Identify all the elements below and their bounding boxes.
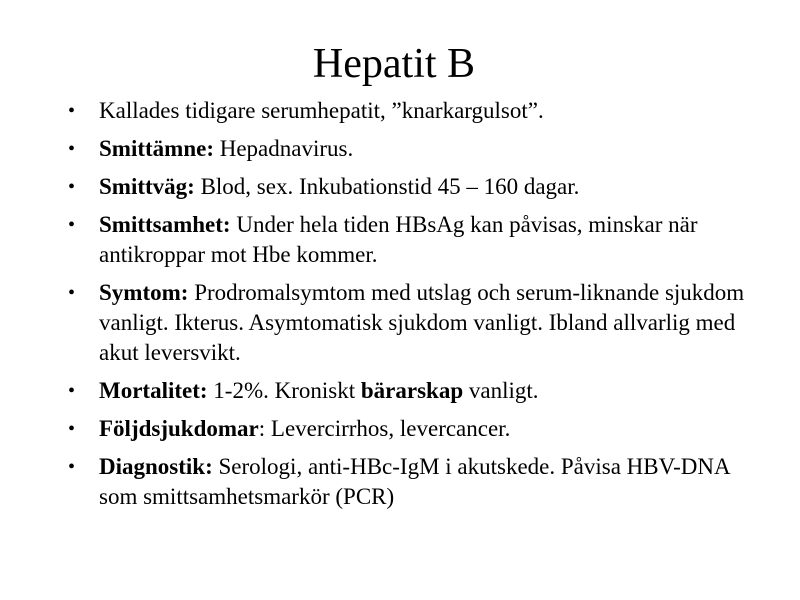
bullet-icon: •: [68, 176, 76, 198]
bullet-icon: •: [68, 282, 76, 304]
bullet-icon: •: [68, 418, 76, 440]
bullet-list: [68, 96, 768, 520]
bullet-label: Diagnostik:: [99, 454, 213, 479]
bullet-icon: •: [68, 380, 76, 402]
bullet-icon: •: [68, 100, 76, 122]
bullet-label: Smittsamhet:: [99, 212, 231, 237]
bullet-item-transmission: [68, 172, 768, 202]
bullet-item-contagiousness: [68, 210, 768, 270]
bullet-text: Under hela tiden HBsAg kan påvisas, minskar när antikroppar mot Hbe kommer.: [99, 212, 698, 267]
bullet-text: Prodromalsymtom med utslag och serum-liknande sjukdom vanligt. Ikterus. Asymtomatisk sjukdom vanligt. Ibland allvarlig med akut leversvikt.: [99, 280, 745, 365]
bullet-text: Hepadnavirus.: [213, 136, 354, 161]
bullet-icon: •: [68, 214, 76, 236]
bullet-item-diagnostics: [68, 452, 768, 512]
bullet-text: : Levercirrhos, levercancer.: [258, 416, 511, 441]
bullet-icon: •: [68, 456, 76, 478]
bullet-item-history: [68, 96, 768, 126]
slide-title: Hepatit B: [312, 41, 476, 87]
bullet-label: Följdsjukdomar: [99, 416, 259, 441]
bullet-label: Smittämne:: [99, 136, 214, 161]
bullet-icon: •: [68, 138, 76, 160]
bullet-emphasis: bärarskap: [360, 378, 464, 403]
bullet-item-sequelae: [68, 414, 768, 444]
bullet-label: Mortalitet:: [99, 378, 208, 403]
bullet-item-agent: [68, 134, 768, 164]
bullet-label: Symtom:: [99, 280, 189, 305]
bullet-label: Smittväg:: [99, 174, 195, 199]
bullet-text: 1-2%. Kroniskt: [207, 378, 361, 403]
bullet-text-tail: vanligt.: [463, 378, 539, 403]
bullet-item-symptoms: [68, 278, 768, 368]
bullet-text: Blod, sex. Inkubationstid 45 – 160 dagar.: [194, 174, 580, 199]
bullet-item-mortality: [68, 376, 768, 406]
bullet-text: Serologi, anti-HBc-IgM i akutskede. Påvisa HBV-DNA som smittsamhetsmarkör (PCR): [99, 454, 730, 509]
bullet-text: Kallades tidigare serumhepatit, ”knarkargulsot”.: [99, 98, 544, 123]
